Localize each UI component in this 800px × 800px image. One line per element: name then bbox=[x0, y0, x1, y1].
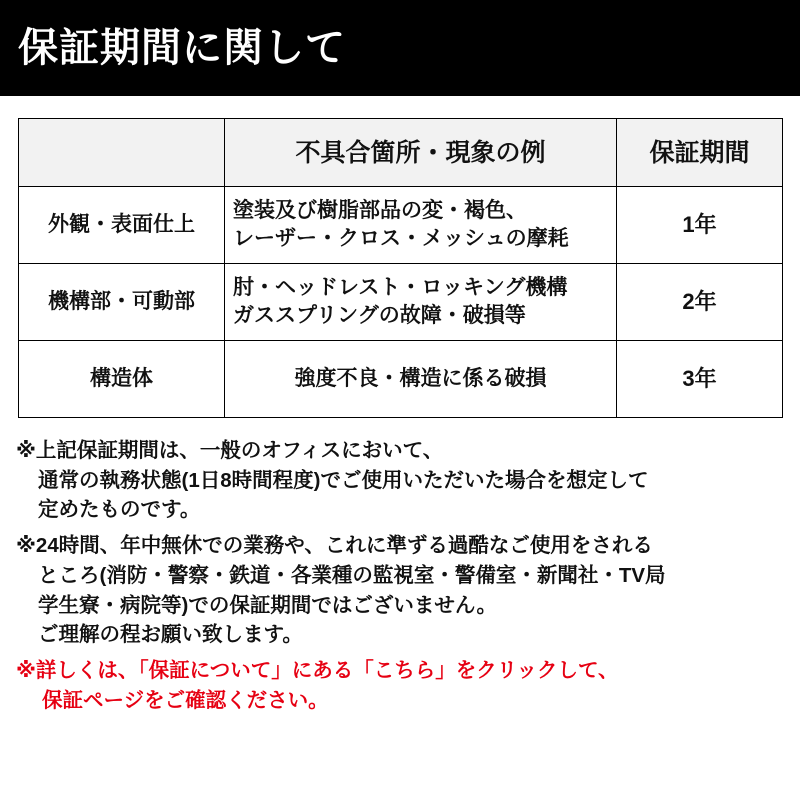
table-body bbox=[19, 187, 783, 418]
note-block-warning bbox=[16, 656, 784, 715]
cell-item: 構造体 bbox=[19, 341, 225, 418]
page-header bbox=[0, 0, 800, 96]
cell-example bbox=[225, 187, 617, 264]
note-block bbox=[16, 436, 784, 525]
cell-example bbox=[225, 264, 617, 341]
warranty-table-container bbox=[0, 96, 800, 418]
note-line: ところ(消防・警察・鉄道・各業種の監視室・警備室・新聞社・TV局 bbox=[38, 563, 666, 587]
column-header-item bbox=[19, 119, 225, 187]
cell-example-line: レーザー・クロス・メッシュの摩耗 bbox=[233, 227, 569, 250]
table-row bbox=[19, 187, 783, 264]
note-line: 学生寮・病院等)での保証期間ではございません。 bbox=[38, 593, 498, 617]
column-header-period: 保証期間 bbox=[617, 119, 783, 187]
column-header-example: 不具合箇所・現象の例 bbox=[225, 119, 617, 187]
cell-example-line: 肘・ヘッドレスト・ロッキング機構 bbox=[233, 275, 568, 299]
table-row bbox=[19, 264, 783, 341]
note-line: 定めたものです。 bbox=[38, 498, 201, 522]
notes-section bbox=[0, 418, 800, 715]
cell-example-line: 塗装及び樹脂部品の変・褐色、 bbox=[233, 198, 527, 222]
cell-period: 3年 bbox=[617, 341, 783, 418]
note-line: ※詳しくは、「保証について」にある「こちら」をクリックして、 bbox=[16, 659, 619, 683]
cell-example-line: ガススプリングの故障・破損等 bbox=[233, 304, 526, 327]
cell-item: 機構部・可動部 bbox=[19, 264, 225, 341]
note-line: 保証ページをご確認ください。 bbox=[42, 688, 329, 712]
cell-period: 1年 bbox=[617, 187, 783, 264]
cell-example-line: 強度不良・構造に係る破損 bbox=[294, 366, 547, 390]
note-line: ※24時間、年中無休での業務や、これに準ずる過酷なご使用をされる bbox=[16, 534, 653, 558]
cell-period: 2年 bbox=[617, 264, 783, 341]
table-header-row bbox=[19, 119, 783, 187]
table-row bbox=[19, 341, 783, 418]
table-header bbox=[19, 119, 783, 187]
warranty-table bbox=[18, 118, 783, 418]
note-line: ※上記保証期間は、一般のオフィスにおいて、 bbox=[16, 439, 444, 462]
cell-item: 外観・表面仕上 bbox=[19, 187, 225, 264]
page-title: 保証期間に関して bbox=[18, 26, 346, 70]
cell-example bbox=[225, 341, 617, 418]
note-line: ご理解の程お願い致します。 bbox=[38, 623, 303, 647]
note-line: 通常の執務状態(1日8時間程度)でご使用いただいた場合を想定して bbox=[38, 468, 649, 492]
note-block bbox=[16, 531, 784, 650]
